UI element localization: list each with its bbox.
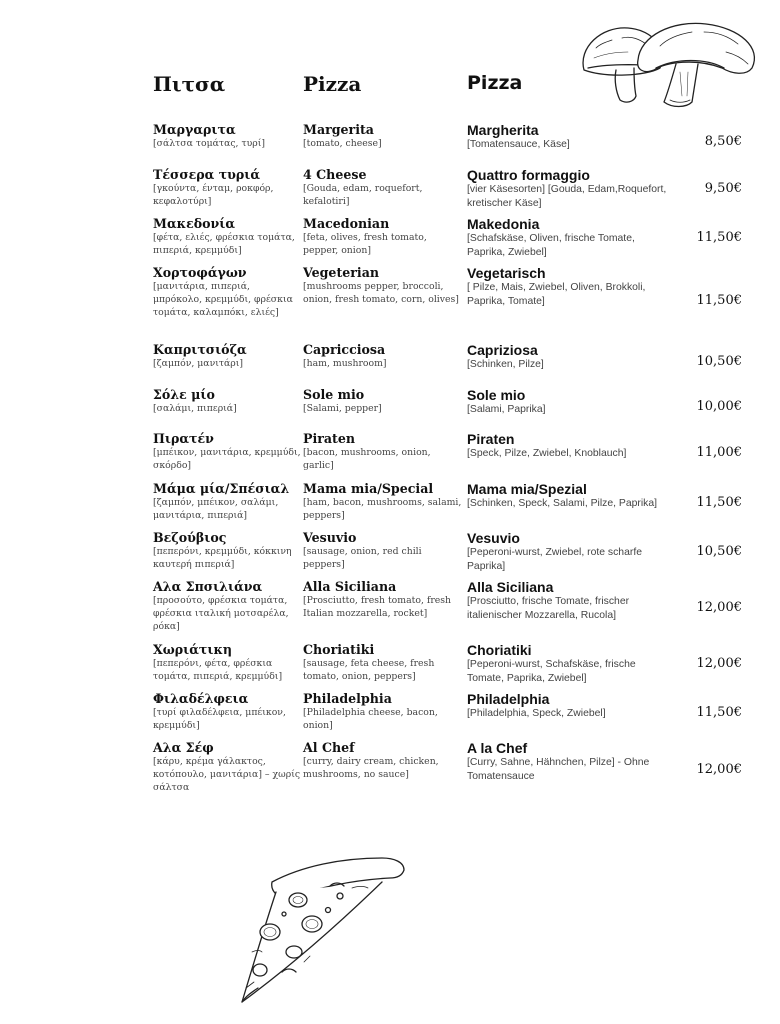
item-desc-german: [Schinken, Pilze] bbox=[467, 359, 544, 370]
item-desc-greek: [φέτα, ελιές, φρέσκια τομάτα, πιπεριά, κρεμμύδι] bbox=[153, 232, 295, 256]
item-desc-english: [Salami, pepper] bbox=[303, 403, 382, 414]
item-desc-german: [Philadelphia, Speck, Zwiebel] bbox=[467, 708, 606, 719]
item-name-english: Capricciosa bbox=[303, 342, 386, 357]
item-name-german: Quattro formaggio bbox=[467, 167, 590, 183]
item-desc-german: [ Pilze, Mais, Zwiebel, Oliven, Brokkoli, Paprika, Tomate] bbox=[467, 282, 646, 307]
item-desc-german: [Salami, Paprika] bbox=[467, 404, 546, 415]
item-price: 10,00€ bbox=[696, 399, 742, 414]
item-name-english: Mama mia/Special bbox=[303, 481, 434, 496]
item-name-german: Capriziosa bbox=[467, 342, 538, 358]
item-name-german: Alla Siciliana bbox=[467, 579, 554, 595]
header-german: Pizza bbox=[467, 72, 523, 94]
item-price: 12,00€ bbox=[696, 762, 742, 777]
item-desc-english: [curry, dairy cream, chicken, mushrooms, no sauce] bbox=[303, 756, 439, 780]
item-desc-greek: [τυρί φιλαδέλφεια, μπέικον, κρεμμύδι] bbox=[153, 707, 286, 731]
item-name-english: Alla Siciliana bbox=[303, 579, 397, 594]
item-name-greek: Σόλε μίο bbox=[153, 387, 215, 402]
item-desc-greek: [μπέικον, μανιτάρια, κρεμμύδι, σκόρδο] bbox=[153, 447, 301, 471]
item-name-greek: Πιρατέν bbox=[153, 431, 214, 446]
item-desc-english: [Prosciutto, fresh tomato, fresh Italian mozzarella, rocket] bbox=[303, 595, 452, 619]
item-name-german: Sole mio bbox=[467, 387, 526, 403]
item-desc-german: [Schinken, Speck, Salami, Pilze, Paprika] bbox=[467, 498, 658, 509]
item-name-english: Vegeterian bbox=[303, 265, 380, 280]
item-desc-greek: [ζαμπόν, μπέικον, σαλάμι, μανιτάρια, πιπεριά] bbox=[153, 497, 279, 521]
item-name-english: Vesuvio bbox=[303, 530, 357, 545]
item-price: 11,50€ bbox=[696, 495, 742, 510]
item-desc-greek: [ζαμπόν, μανιτάρι] bbox=[153, 358, 244, 369]
item-price: 11,50€ bbox=[696, 293, 742, 308]
item-desc-english: [mushrooms pepper, broccoli, onion, fresh tomato, corn, olives] bbox=[303, 281, 459, 305]
item-name-german: Vegetarisch bbox=[467, 265, 546, 281]
item-name-greek: Φιλαδέλφεια bbox=[153, 691, 249, 706]
item-name-greek: Αλα Σπσιλιάνα bbox=[153, 579, 263, 594]
mushroom-icon bbox=[576, 18, 766, 110]
item-name-greek: Χορτοφάγων bbox=[153, 265, 247, 280]
item-name-german: Vesuvio bbox=[467, 530, 520, 546]
item-desc-greek: [μανιτάρια, πιπεριά, μπρόκολο, κρεμμύδι, φρέσκια τομάτα, καλαμπόκι, ελιές] bbox=[153, 281, 293, 318]
item-name-greek: Αλα Σέφ bbox=[153, 740, 214, 755]
item-name-english: Choriatiki bbox=[303, 642, 375, 657]
item-desc-english: [tomato, cheese] bbox=[303, 138, 382, 149]
item-desc-english: [Philadelphia cheese, bacon, onion] bbox=[303, 707, 438, 731]
item-name-german: Makedonia bbox=[467, 216, 540, 232]
item-desc-english: [bacon, mushrooms, onion, garlic] bbox=[303, 447, 431, 471]
item-name-greek: Τέσσερα τυριά bbox=[153, 167, 261, 182]
item-name-greek: Μαργαριτα bbox=[153, 122, 236, 137]
item-name-english: Macedonian bbox=[303, 216, 390, 231]
item-name-german: Piraten bbox=[467, 431, 515, 447]
item-price: 11,50€ bbox=[696, 705, 742, 720]
item-desc-english: [sausage, onion, red chili peppers] bbox=[303, 546, 422, 570]
item-price: 12,00€ bbox=[696, 600, 742, 615]
item-desc-english: [sausage, feta cheese, fresh tomato, onion, peppers] bbox=[303, 658, 435, 682]
item-desc-english: [ham, bacon, mushrooms, salami, peppers] bbox=[303, 497, 462, 521]
item-name-english: Piraten bbox=[303, 431, 356, 446]
header-english: Pizza bbox=[303, 72, 362, 96]
item-desc-german: [Peperoni-wurst, Schafskäse, frische Tomate, Paprika, Zwiebel] bbox=[467, 659, 636, 684]
item-name-english: 4 Cheese bbox=[303, 167, 367, 182]
item-name-german: Mama mia/Spezial bbox=[467, 481, 587, 497]
item-desc-greek: [πεπερόνι, κρεμμύδι, κόκκινη καυτερή πιπεριά] bbox=[153, 546, 292, 570]
item-desc-english: [ham, mushroom] bbox=[303, 358, 387, 369]
item-name-greek: Μακεδονία bbox=[153, 216, 236, 231]
item-desc-english: [feta, olives, fresh tomato, pepper, onion] bbox=[303, 232, 427, 256]
item-desc-german: [Prosciutto, frische Tomate, frischer italienischer Mozzarella, Rucola] bbox=[467, 596, 630, 621]
item-desc-german: [Schafskäse, Oliven, frische Tomate, Paprika, Zwiebel] bbox=[467, 233, 635, 258]
item-desc-german: [Speck, Pilze, Zwiebel, Knoblauch] bbox=[467, 448, 627, 459]
item-desc-greek: [σαλάμι, πιπεριά] bbox=[153, 403, 237, 414]
header-greek: Πιτσα bbox=[153, 72, 226, 96]
item-name-english: Al Chef bbox=[303, 740, 355, 755]
item-name-english: Sole mio bbox=[303, 387, 365, 402]
item-desc-german: [Curry, Sahne, Hähnchen, Pilze] - Ohne Tomatensauce bbox=[467, 757, 650, 782]
item-name-english: Philadelphia bbox=[303, 691, 392, 706]
item-price: 10,50€ bbox=[696, 544, 742, 559]
item-name-greek: Βεζούβιος bbox=[153, 530, 227, 545]
item-desc-german: [Peperoni-wurst, Zwiebel, rote scharfe Paprika] bbox=[467, 547, 642, 572]
item-name-greek: Χωριάτικη bbox=[153, 642, 233, 657]
item-name-german: Philadelphia bbox=[467, 691, 550, 707]
item-desc-german: [Tomatensauce, Käse] bbox=[467, 139, 570, 150]
pizza-slice-icon bbox=[232, 852, 410, 1010]
item-price: 11,00€ bbox=[696, 445, 742, 460]
item-name-greek: Μάμα μία/Σπέσιαλ bbox=[153, 481, 290, 496]
item-price: 12,00€ bbox=[696, 656, 742, 671]
item-desc-english: [Gouda, edam, roquefort, kefalotiri] bbox=[303, 183, 423, 207]
item-desc-greek: [πεπερόνι, φέτα, φρέσκια τομάτα, πιπεριά, κρεμμύδι] bbox=[153, 658, 283, 682]
item-name-german: Margherita bbox=[467, 122, 539, 138]
item-desc-greek: [γκούντα, ένταμ, ροκφόρ, κεφαλοτύρι] bbox=[153, 183, 274, 207]
item-name-english: Margerita bbox=[303, 122, 374, 137]
item-name-greek: Καπριτσιόζα bbox=[153, 342, 247, 357]
item-desc-german: [vier Käsesorten] [Gouda, Edam,Roquefort, kretischer Käse] bbox=[467, 184, 667, 209]
item-price: 11,50€ bbox=[696, 230, 742, 245]
item-name-german: A la Chef bbox=[467, 740, 528, 756]
item-price: 8,50€ bbox=[704, 134, 742, 149]
item-desc-greek: [κάρυ, κρέμα γάλακτος, κοτόπουλο, μανιτάρια] – χωρίς σάλτσα bbox=[153, 756, 301, 793]
item-price: 10,50€ bbox=[696, 354, 742, 369]
item-desc-greek: [σάλτσα τομάτας, τυρί] bbox=[153, 138, 265, 149]
item-name-german: Choriatiki bbox=[467, 642, 532, 658]
item-desc-greek: [προσούτο, φρέσκια τομάτα, φρέσκια ιταλική μοτσαρέλα, ρόκα] bbox=[153, 595, 289, 632]
item-price: 9,50€ bbox=[704, 181, 742, 196]
